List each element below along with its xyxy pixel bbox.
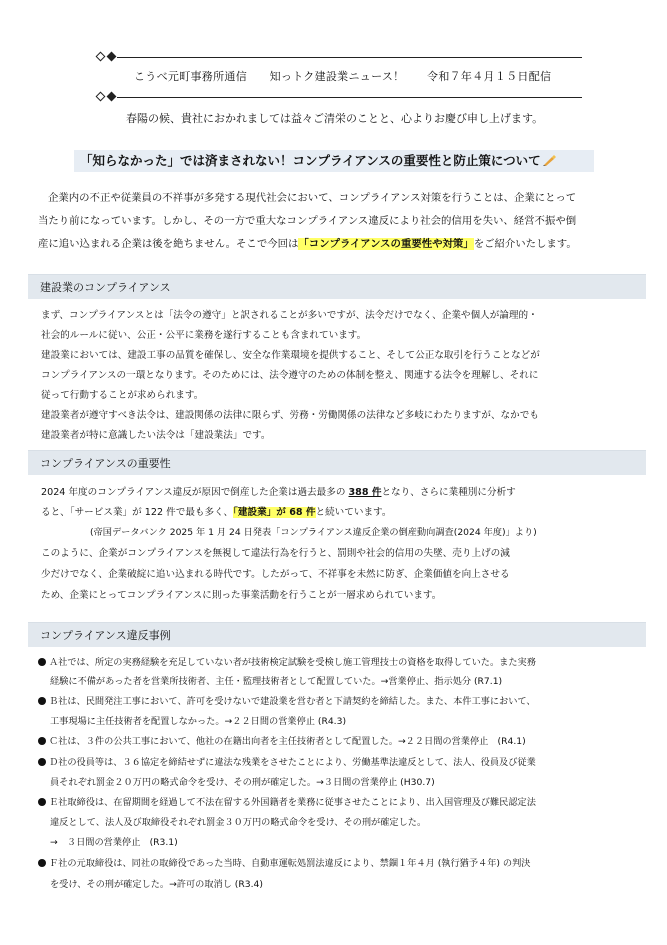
case-a-line-2: 経験に不備があった者を営業所技術者、主任・監理技術者として配置していた。→営業停止、指示処分 (R7.1): [50, 676, 503, 687]
section2-line: ため、企業にとってコンプライアンスに則った事業活動を行うことが一層求められています。: [41, 590, 442, 601]
intro-line-3-pre: 産に追い込まれる企業は後を絶ちません。そこで今回は: [38, 238, 299, 250]
section1-line: 建設業者が特に意識したい法令は「建設業法」です。: [41, 430, 271, 441]
intro-line-2: 当たり前になっています。しかし、その一方で重大なコンプライアンス違反により社会的信用を失い、経営不振や倒: [38, 215, 577, 227]
bullet-icon: [38, 737, 46, 745]
greeting: 春陽の候、貴社におかれましては益々ご清栄のことと、心よりお慶び申し上げます。: [126, 112, 544, 125]
section2-line: このように、企業がコンプライアンスを無視して違法行為を行うと、罰則や社会的信用の失墜、売り上げの減: [41, 548, 510, 559]
section1-line: 社会的ルールに従い、公正・公平に業務を遂行することも含まれています。: [41, 330, 367, 341]
case-text: Ｄ社の役員等は、３６協定を締結せずに違法な残業をさせたことにより、労働基準法違反として、法人、役員及び従業: [49, 757, 536, 768]
diamond-filled-icon: [107, 52, 117, 62]
case-text: Ｃ社は、３件の公共工事において、他社の在籍出向者を主任技術者として配置した。→２２日間の営業停止 (R4.1): [49, 736, 526, 747]
pencil-hand-icon: [543, 155, 557, 166]
case-f-line-1: [38, 855, 530, 869]
source-citation: (帝国データバンク 2025 年 1 月 24 日発表「コンプライアンス違反企業の倒産動向調査(2024 年度)」より): [90, 527, 537, 538]
section1-line: 建設業においては、建設工事の品質を確保し、安全な作業環境を提供すること、そして公正な取引を行うことなどが: [41, 350, 540, 361]
section1-line: 従って行動することが求められます。: [41, 390, 204, 401]
stats-line-1-post: となり、さらに業種別に分析す: [381, 487, 516, 498]
case-e-line-3: → ３日間の営業停止 (R3.1): [50, 837, 178, 848]
case-f-line-2: を受け、その刑が確定した。→許可の取消し (R3.4): [50, 879, 263, 890]
stats-construction-highlight: 「建設業」が 68 件: [233, 507, 316, 518]
page-title: [74, 150, 594, 172]
section1-line: コンプライアンスの一環となります。そのためには、法令遵守のための体制を整え、関連する法令を理解し、それに: [41, 370, 539, 381]
intro-line-1: 企業内の不正や従業員の不祥事が多発する現代社会において、コンプライアンス対策を行うことは、企業にとって: [48, 192, 577, 204]
section-heading-importance: コンプライアンスの重要性: [28, 450, 646, 475]
diamond-outline-icon: [96, 92, 106, 102]
bullet-icon: [38, 758, 46, 766]
intro-highlight: 「コンプライアンスの重要性や対策」: [298, 238, 474, 250]
bullet-icon: [38, 658, 46, 666]
case-d-line-2: 員それぞれ罰金２０万円の略式命令を受け、その刑が確定した。→３日間の営業停止 (H30.7): [50, 777, 435, 788]
stats-388-cases: 388 件: [348, 487, 382, 498]
case-c-line-1: [38, 733, 526, 747]
section-heading-construction-compliance: 建設業のコンプライアンス: [28, 274, 646, 299]
section1-line: 建設業者が遵守すべき法令は、建設関係の法律に限らず、労務・労働関係の法律など多岐にわたりますが、なかでも: [41, 410, 539, 421]
intro-line-3-post: をご紹介いたします。: [473, 238, 577, 250]
diamond-outline-icon: [96, 52, 106, 62]
stats-line-2-post: と続いています。: [315, 507, 392, 518]
section1-line: まず、コンプライアンスとは「法令の遵守」と訳されることが多いですが、法令だけでなく、企業や個人が論理的・: [41, 310, 538, 321]
newsletter-header: こうべ元町事務所通信 知っトク建設業ニュース！ 令和７年４月１５日配信: [134, 70, 552, 83]
stats-line-1-pre: 2024 年度のコンプライアンス違反が原因で倒産した企業は過去最多の: [41, 487, 346, 498]
case-text: Ｂ社は、民間発注工事において、許可を受けないで建設業を営む者と下請契約を締結した。また、本件工事において、: [49, 696, 536, 707]
case-text: Ａ社では、所定の実務経験を充足していない者が技術検定試験を受検し施工管理技士の資格を取得していた。また実務: [49, 657, 536, 668]
header-rule-top: [117, 57, 582, 58]
case-e-line-1: [38, 794, 536, 808]
case-text: Ｅ社取締役は、在留期間を経過して不法在留する外国籍者を業務に従事させたことにより、出入国管理及び難民認定法: [49, 797, 536, 808]
case-d-line-1: [38, 754, 536, 768]
case-b-line-2: 工事現場に主任技術者を配置しなかった。→２２日間の営業停止 (R4.3): [50, 716, 347, 727]
stats-line-2-pre: ると、「サービス業」が 122 件で最も多く、: [41, 507, 234, 518]
section2-stats-line-2: [41, 504, 391, 518]
section2-line: 少だけでなく、企業破綻に追い込まれる時代です。したがって、不祥事を未然に防ぎ、企業価値を向上させる: [41, 569, 510, 580]
diamond-filled-icon: [107, 92, 117, 102]
case-b-line-1: [38, 693, 536, 707]
case-e-line-2: 違反として、法人及び取締役それぞれ罰金３０万円の略式命令を受け、その刑が確定した。: [50, 817, 427, 828]
header-rule-bottom: [117, 97, 582, 98]
case-text: Ｆ社の元取締役は、同社の取締役であった当時、自動車運転処罰法違反により、禁錮１年４月 (執行猶予４年) の判決: [49, 858, 531, 869]
section-heading-violation-cases: コンプライアンス違反事例: [28, 622, 646, 647]
section2-stats-line-1: [41, 484, 516, 498]
bullet-icon: [38, 859, 46, 867]
bullet-icon: [38, 798, 46, 806]
intro-line-3: [38, 233, 577, 256]
bullet-icon: [38, 697, 46, 705]
case-a-line-1: [38, 654, 536, 668]
page-title-text: 「知らなかった」では済まされない！コンプライアンスの重要性と防止策について: [80, 153, 541, 168]
